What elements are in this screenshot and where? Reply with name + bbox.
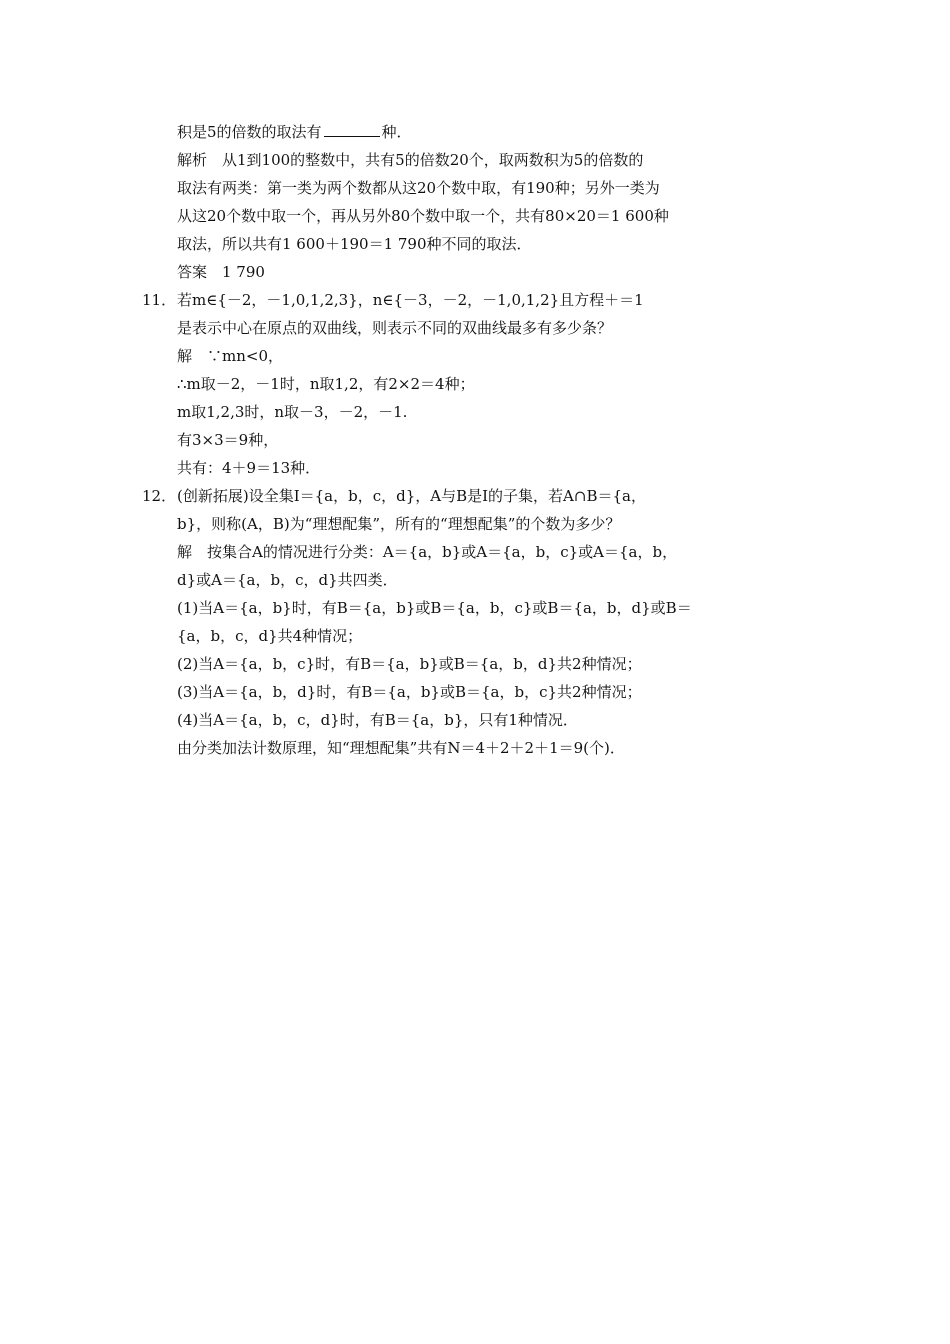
q10-analysis-line-1: 解析 从1到100的整数中，共有5的倍数20个，取两数积为5的倍数的 [177, 151, 644, 169]
q12-solution-line-2: d}或A＝{a，b，c，d}共四类． [177, 571, 398, 589]
q12-case-4: (4)当A＝{a，b，c，d}时，有B＝{a，b}，只有1种情况． [177, 711, 578, 729]
q11-line-2: 是表示中心在原点的双曲线，则表示不同的双曲线最多有多少条？ [177, 319, 613, 337]
q12-case-1-line-2: {a，b，c，d}共4种情况； [177, 627, 363, 645]
q12-number: 12． [142, 487, 177, 505]
q12-line-1: (创新拓展)设全集I＝{a，b，c，d}，A与B是I的子集，若A∩B＝{a， [177, 487, 646, 505]
q11-solution-line-3: m取1,2,3时，n取－3，－2，－1. [177, 403, 408, 421]
q12-conclusion: 由分类加法计数原理，知“理想配集”共有N＝4＋2＋2＋1＝9(个)． [177, 739, 625, 757]
answer-blank [324, 122, 380, 137]
q12-case-2: (2)当A＝{a，b，c}时，有B＝{a，b}或B＝{a，b，d}共2种情况； [177, 655, 642, 673]
q11-solution-line-1: 解 ∵mn<0， [177, 347, 283, 365]
q10-line-1 [177, 121, 412, 143]
q12-case-3: (3)当A＝{a，b，d}时，有B＝{a，b}或B＝{a，b，c}共2种情况； [177, 683, 642, 701]
q11-line-1: 若m∈{－2，－1,0,1,2,3}，n∈{－3，－2，－1,0,1,2}且方程＋＝1 [177, 291, 644, 309]
q10-analysis-line-4: 取法，所以共有1 600＋190＝1 790种不同的取法． [177, 235, 532, 253]
q10-analysis-line-2: 取法有两类：第一类为两个数都从这20个数中取，有190种；另外一类为 [177, 179, 660, 197]
q12-case-1-line-1: (1)当A＝{a，b}时，有B＝{a，b}或B＝{a，b，c}或B＝{a，b，d}或B＝ [177, 599, 692, 617]
q10-text-prefix: 积是5的倍数的取法有 [177, 123, 322, 141]
q11-solution-line-2: ∴m取－2，－1时，n取1,2，有2×2＝4种； [177, 375, 475, 393]
q10-analysis-line-3: 从这20个数中取一个，再从另外80个数中取一个，共有80×20＝1 600种 [177, 207, 669, 225]
q12-line-2: b}，则称(A，B)为“理想配集”，所有的“理想配集”的个数为多少？ [177, 515, 621, 533]
q10-text-suffix: 种． [381, 123, 412, 141]
q11-solution-line-5: 共有：4＋9＝13种． [177, 459, 321, 477]
q11-solution-line-4: 有3×3＝9种， [177, 431, 279, 449]
q12-solution-line-1: 解 按集合A的情况进行分类：A＝{a，b}或A＝{a，b，c}或A＝{a，b， [177, 543, 678, 561]
q10-answer: 答案 1 790 [177, 263, 265, 281]
q11-number: 11． [142, 291, 177, 309]
